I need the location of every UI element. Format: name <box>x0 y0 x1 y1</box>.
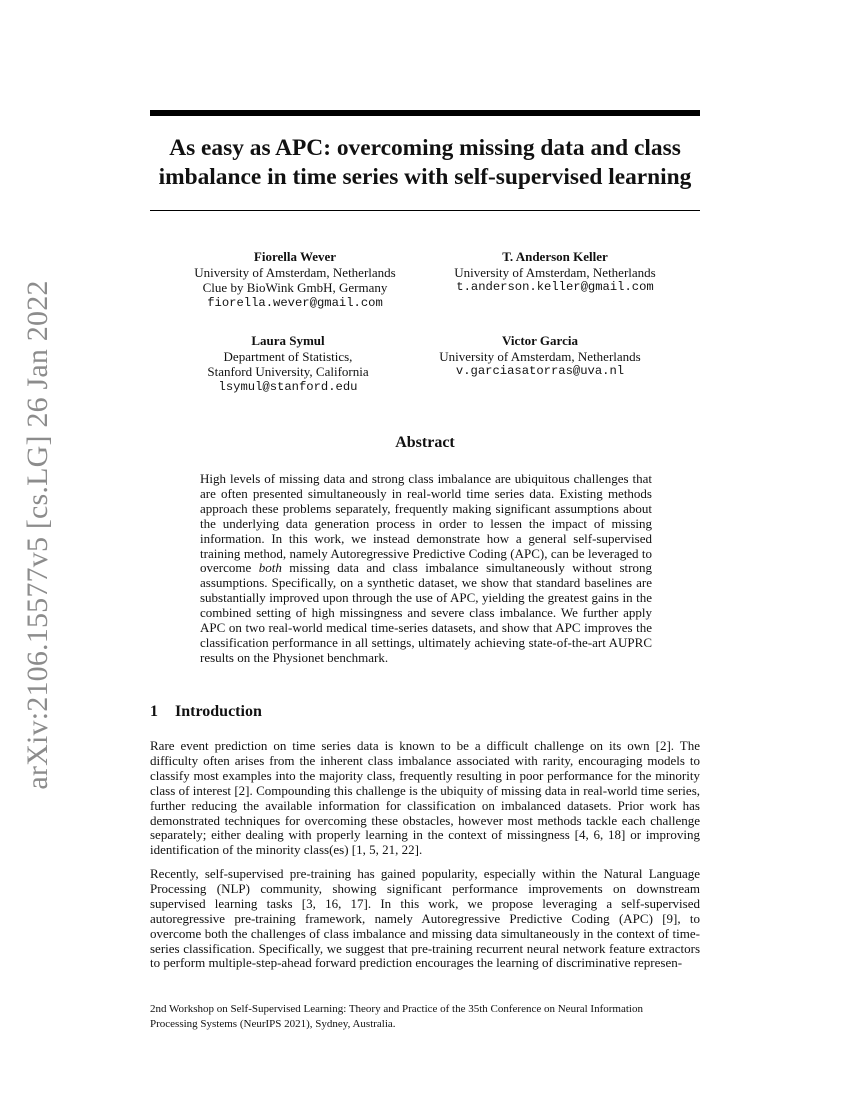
abstract-heading: Abstract <box>395 434 455 451</box>
venue-footnote <box>150 1002 702 1031</box>
author-email: v.garciasatorras@uva.nl <box>455 364 625 378</box>
footnote-line: 2nd Workshop on Self-Supervised Learning: Theory and Practice of the 35th Conference on Neural Information <box>150 1003 643 1015</box>
author-block <box>158 333 418 395</box>
section-heading <box>150 703 262 721</box>
title-line-2: imbalance in time series with self-supervised learning <box>158 164 692 190</box>
author-name: Laura Symul <box>251 333 325 348</box>
author-email: t.anderson.keller@gmail.com <box>456 280 654 294</box>
author-block <box>425 249 685 296</box>
author-affiliation: University of Amsterdam, Netherlands <box>454 264 656 280</box>
author-name: Victor Garcia <box>502 333 578 348</box>
paper-title <box>150 134 700 192</box>
author-affiliation: Clue by BioWink GmbH, Germany <box>202 280 388 295</box>
abstract-text <box>200 472 652 666</box>
author-affiliation: Department of Statistics, <box>223 348 353 364</box>
arxiv-identifier: arXiv:2106.15577v5 [cs.LG] 26 Jan 2022 <box>21 280 54 790</box>
title-line-1: As easy as APC: overcoming missing data and class <box>169 135 681 161</box>
author-affiliation: Stanford University, California <box>207 364 369 379</box>
abstract-text-part: missing data and class imbalance simultaneously without strong assumptions. Specifically, on a synthetic dataset, we show that standard baselines are substantially improved upon through the use of APC, yielding the greatest gains in the combined setting of high missingness and severe class imbalance. We further apply APC on two real-world medical time-series datasets, and show that APC improves the classification performance in all settings, ultimately achieving state-of-the-art AUPRC results on the Physionet benchmark. <box>200 560 652 665</box>
author-name: Fiorella Wever <box>253 249 337 264</box>
title-top-rule <box>150 110 700 116</box>
author-email: fiorella.wever@gmail.com <box>207 295 383 310</box>
abstract-emphasis: both <box>258 560 282 576</box>
section-number: 1 <box>150 703 158 720</box>
footnote-line: Processing Systems (NeurIPS 2021), Sydney, Australia. <box>150 1017 396 1030</box>
author-affiliation: University of Amsterdam, Netherlands <box>439 348 641 364</box>
author-affiliation: University of Amsterdam, Netherlands <box>194 264 396 280</box>
intro-paragraph: Recently, self-supervised pre-training has gained popularity, especially within the Natural Language Processing (NLP) community, showing significant performance improvements on downstream supervised learning tasks [3, 16, 17]. In this work, we propose leveraging a self-supervised autoregressive pre-training framework, namely Autoregressive Predictive Coding (APC) [9], to overcome both the challenges of class imbalance and missing data simultaneously in the context of time-series classification. Specifically, we suggest that pre-training recurrent neural network feature extractors to perform multiple-step-ahead forward prediction encourages the learning of discriminative represen- <box>150 866 700 971</box>
abstract-text-part: High levels of missing data and strong class imbalance are ubiquitous challenges that are often presented simultaneously in real-world time series data. Existing methods approach these problems separately, frequently making significant assumptions about the underlying data generation process in order to lessen the impact of missing information. In this work, we instead demonstrate how a general self-supervised training method, namely Autoregressive Predictive Coding (APC), can be leveraged to overcome <box>200 471 652 576</box>
author-block <box>410 333 670 380</box>
author-name: T. Anderson Keller <box>502 249 608 264</box>
intro-paragraph: Rare event prediction on time series data is known to be a difficult challenge on its own [2]. The difficulty often arises from the inherent class imbalance associated with rarity, encouraging models to classify most examples into the majority class, frequently resulting in poor performance for the minority class of interest [2]. Compounding this challenge is the ubiquity of missing data in real-world time series, further reducing the available information for classification on imbalanced datasets. Prior work has demonstrated techniques for overcoming these obstacles, however most methods tackle each challenge separately; either dealing with properly learning in the context of missingness [4, 6, 18] or improving identification of the minority class(es) [1, 5, 21, 22]. <box>150 738 700 858</box>
section-title: Introduction <box>175 703 262 720</box>
title-bottom-rule <box>150 210 700 211</box>
author-email: lsymul@stanford.edu <box>218 379 358 394</box>
author-block <box>165 249 425 311</box>
